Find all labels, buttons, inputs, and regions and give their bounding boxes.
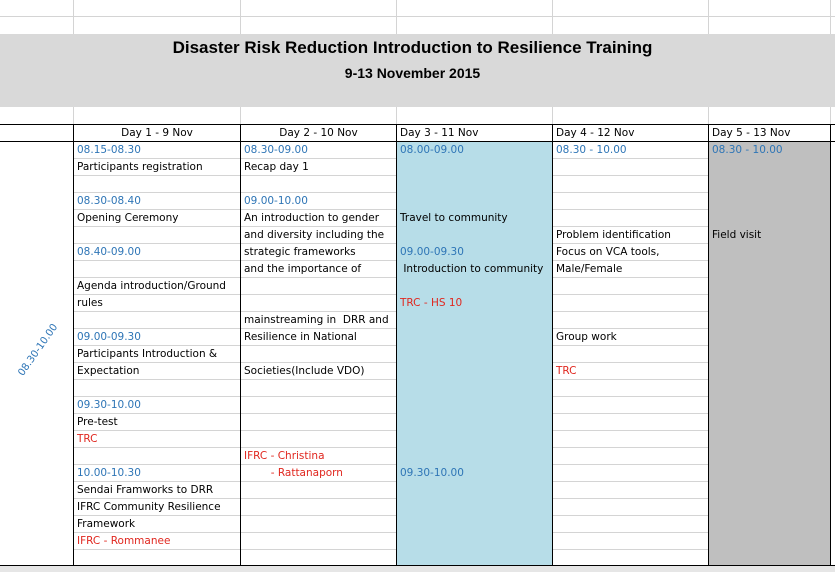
schedule-cell: IFRC - Rommanee <box>77 535 171 547</box>
row-gridline <box>553 498 708 499</box>
schedule-cell: Sendai Framworks to DRR <box>77 484 214 496</box>
schedule-cell: Societies(Include VDO) <box>244 365 365 377</box>
day-header-2: Day 2 - 10 Nov <box>279 127 358 139</box>
row-gridline <box>553 294 708 295</box>
schedule-cell: TRC - HS 10 <box>400 297 463 309</box>
schedule-cell: An introduction to gender <box>244 212 380 224</box>
row-gridline <box>553 413 708 414</box>
day-header-4: Day 4 - 12 Nov <box>556 127 635 139</box>
row-gridline <box>553 209 708 210</box>
schedule-cell: Problem identification <box>556 229 671 241</box>
day-5-fill <box>709 142 830 566</box>
schedule-cell: 10.00-10.30 <box>77 467 141 479</box>
schedule-cell: Recap day 1 <box>244 161 309 173</box>
schedule-cell: TRC <box>77 433 98 445</box>
row-gridline <box>553 481 708 482</box>
schedule-cell: 08.00-09.00 <box>400 144 464 156</box>
row-gridline <box>553 175 708 176</box>
next-row-band <box>0 566 835 572</box>
page-title: Disaster Risk Reduction Introduction to Resilience Training <box>172 38 653 57</box>
schedule-cell: IFRC - Christina <box>244 450 325 462</box>
row-gridline <box>553 192 708 193</box>
schedule-cell: 09.30-10.00 <box>400 467 464 479</box>
day-3-fill <box>397 142 552 566</box>
day-header-5: Day 5 - 13 Nov <box>712 127 791 139</box>
schedule-cell: Participants registration <box>77 161 203 173</box>
schedule-cell: 08.30-09.00 <box>244 144 308 156</box>
schedule-cell: strategic frameworks <box>244 246 356 258</box>
schedule-cell: 08.30-08.40 <box>77 195 141 207</box>
row-gridline <box>241 549 396 550</box>
schedule-cell: 09.00-09.30 <box>77 331 141 343</box>
row-gridline <box>241 532 396 533</box>
schedule-cell: 08.30 - 10.00 <box>712 144 783 156</box>
schedule-cell: 09.30-10.00 <box>77 399 141 411</box>
row-gridline <box>241 294 396 295</box>
schedule-cell: and diversity including the <box>244 229 385 241</box>
schedule-cell: Travel to community <box>400 212 508 224</box>
row-gridline <box>241 396 396 397</box>
schedule-cell: Expectation <box>77 365 140 377</box>
row-gridline <box>553 549 708 550</box>
row-gridline <box>553 430 708 431</box>
schedule-cell: TRC <box>556 365 577 377</box>
row-gridline <box>553 532 708 533</box>
schedule-cell: rules <box>77 297 103 309</box>
schedule-cell: 09.00-10.00 <box>244 195 308 207</box>
row-gridline <box>241 515 396 516</box>
schedule-cell: Framework <box>77 518 136 530</box>
row-gridline <box>241 498 396 499</box>
schedule-cell: Group work <box>556 331 617 343</box>
schedule-cell: Resilience in National <box>244 331 357 343</box>
side-time-label: 08.30-10.00 <box>16 322 61 379</box>
schedule-cell: - Rattanaporn <box>244 467 343 479</box>
schedule-cell: 08.15-08.30 <box>77 144 141 156</box>
schedule-cell: Participants Introduction & <box>77 348 218 360</box>
row-gridline <box>553 515 708 516</box>
schedule-cell: 09.00-09.30 <box>400 246 464 258</box>
schedule-cell: mainstreaming in DRR and <box>244 314 389 326</box>
row-gridline <box>241 430 396 431</box>
schedule-cell: Opening Ceremony <box>77 212 179 224</box>
page-subtitle: 9-13 November 2015 <box>344 65 481 81</box>
row-gridline <box>553 464 708 465</box>
day-header-3: Day 3 - 11 Nov <box>400 127 479 139</box>
schedule-cell: Agenda introduction/Ground <box>77 280 226 292</box>
row-gridline <box>553 311 708 312</box>
schedule-cell: and the importance of <box>244 263 362 275</box>
schedule-cell: 08.40-09.00 <box>77 246 141 258</box>
row-gridline <box>241 413 396 414</box>
schedule-cell: Focus on VCA tools, <box>556 246 660 258</box>
row-gridline <box>553 447 708 448</box>
schedule-cell: Introduction to community <box>400 263 544 275</box>
day-header-1: Day 1 - 9 Nov <box>121 127 193 139</box>
schedule-cell: IFRC Community Resilience <box>77 501 221 513</box>
schedule-cell: 08.30 - 10.00 <box>556 144 627 156</box>
schedule-cell: Pre-test <box>77 416 118 428</box>
schedule-cell: Male/Female <box>556 263 623 275</box>
schedule-cell: Field visit <box>712 229 762 241</box>
row-gridline <box>553 396 708 397</box>
